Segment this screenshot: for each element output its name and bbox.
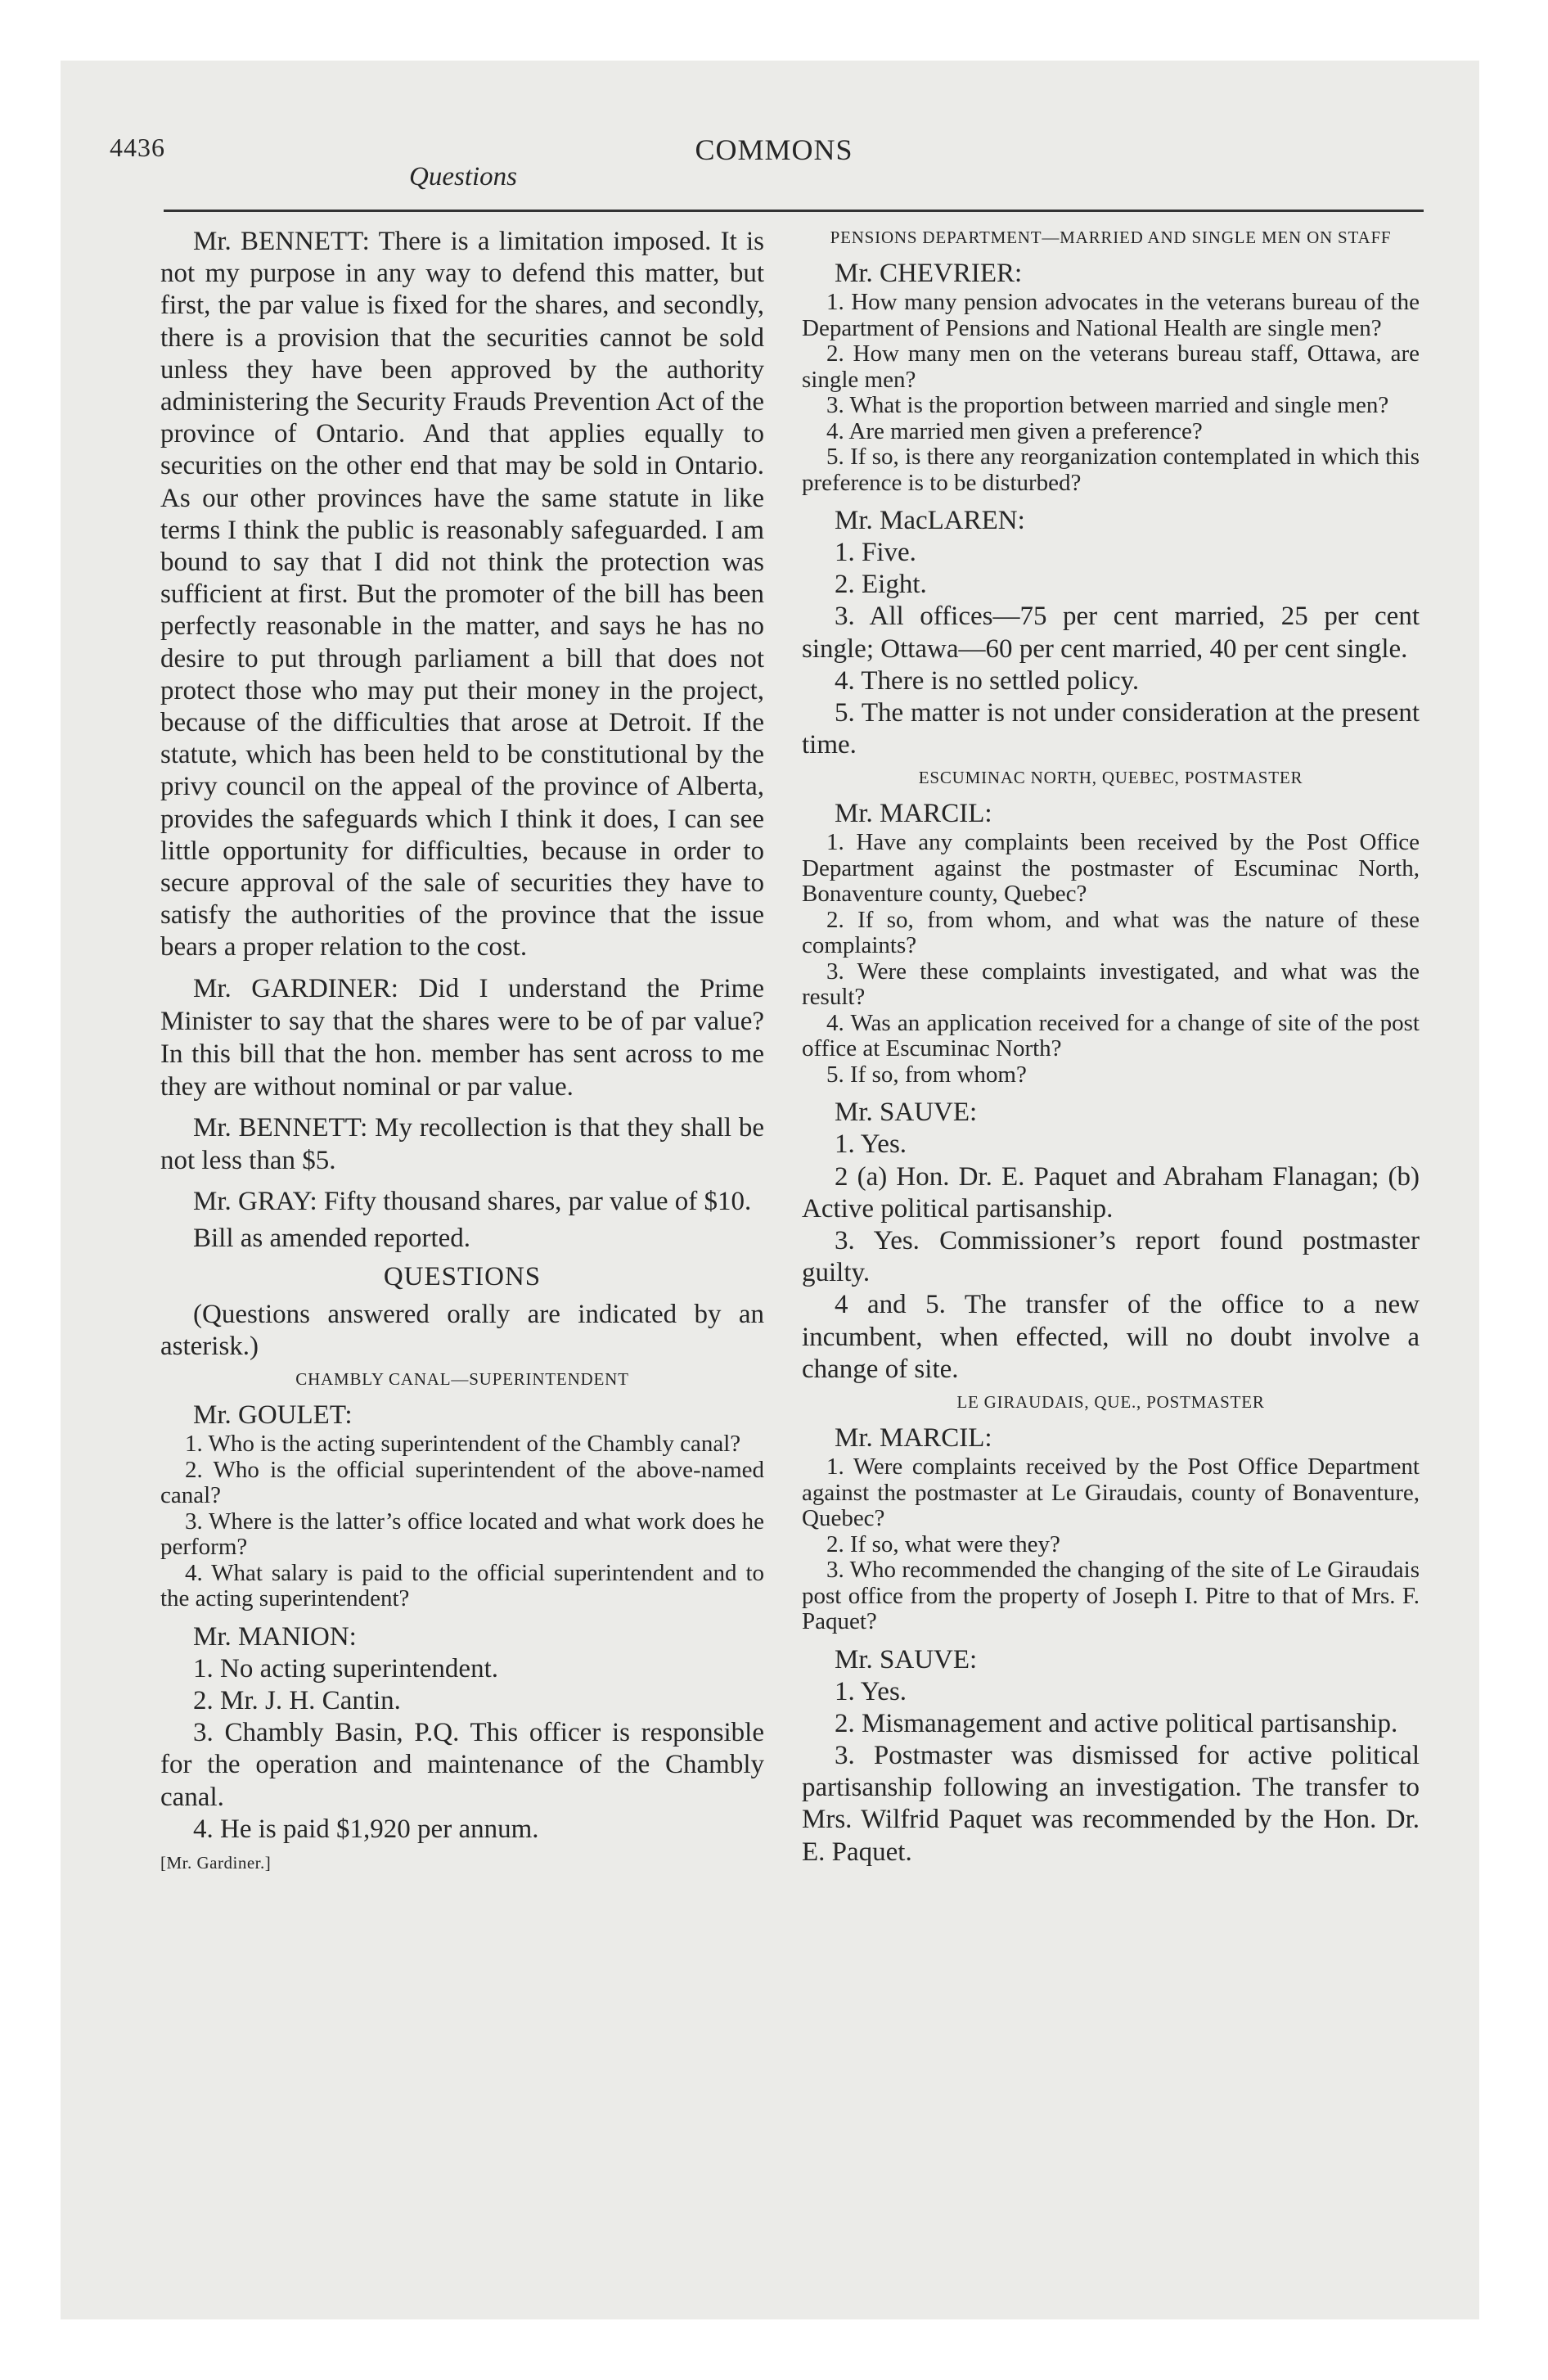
question-item: 3. What is the proportion between married and single men? [826,392,1389,418]
header-rule [164,210,1424,212]
section-heading-escuminac: ESCUMINAC NORTH, QUEBEC, POSTMASTER [918,768,1303,788]
answer-item: 4. There is no settled policy. [835,665,1140,696]
question-item: 3. Who recommended the changing of the site of Le Giraudais post office from the property of Joseph I. Pitre to that of Mrs. F. Paquet? [802,1557,1420,1635]
answer-item: 3. Postmaster was dismissed for active political partisanship following an investigation. The transfer to Mrs. Wilfrid Paquet was recommended by the Hon. Dr. E. Paquet. [802,1740,1420,1867]
question-item: 3. Where is the latter’s office located and what work does he perform? [160,1508,764,1561]
speaker-sauve: Mr. SAUVE: [835,1098,978,1128]
question-item: 5. If so, is there any reorganization contemplated in which this preference is to be disturbed? [802,444,1420,496]
question-item: 1. How many pension advocates in the veterans bureau of the Department of Pensions and National Health are single men? [802,289,1420,341]
answer-item: 2. Eight. [835,570,927,600]
question-item: 1. Were complaints received by the Post Office Department against the postmaster at Le Giraudais, county of Bonaventure, Quebec? [802,1454,1420,1532]
question-item: 4. Was an application received for a change of site of the post office at Escuminac North? [802,1009,1420,1062]
speech-gray: Mr. GRAY: Fifty thousand shares, par value of $10. [193,1186,752,1216]
answer-item: 2. Mismanagement and active political partisanship. [835,1708,1398,1738]
answer-item: 2. Mr. J. H. Cantin. [193,1685,401,1715]
speech-bennett-1: Mr. BENNETT: There is a limitation imposed. It is not my purpose in any way to defend this matter, but first, the par value is fixed for the shares, and secondly, there is a provision that the securities cannot be sold unless they have been approved by the authority administering the Security Frauds Prevention Act of the province of Ontario. And that applies equally to securities on the other end that may be sold in Ontario. As our other provinces have the same statute in like terms I think the public is reasonably safeguarded. I am bound to say that I did not think the protection was sufficient at first. But the promoter of the bill has been perfectly reasonable in the matter, and says he has no desire to put through parliament a bill that does not protect those who may put their money in the project, because of the difficulties that arose at Detroit. If the statute, which has been held to be constitutional by the privy council on the appeal of the province of Alberta, provides the safeguards which I think it does, I can see little opportunity for difficulties, because in order to secure approval of the sale of securities they have to satisfy the authorities of the province that the issue bears a proper relation to the cost. [160,227,764,962]
right-column [802,226,1420,1868]
question-item: 2. Who is the official superintendent of the above-named canal? [160,1456,764,1509]
answer-item: 3. All offices—75 per cent married, 25 per cent single; Ottawa—60 per cent married, 40 per cent single. [802,602,1420,664]
question-item: 4. Are married men given a preference? [826,417,1203,444]
answer-item: 4. He is paid $1,920 per annum. [193,1814,539,1844]
questions-heading: QUESTIONS [383,1261,542,1291]
answer-item: 4 and 5. The transfer of the office to a new incumbent, when effected, will no doubt involve a change of site. [802,1290,1420,1384]
section-heading-pensions: PENSIONS DEPARTMENT—MARRIED AND SINGLE MEN ON STAFF [830,228,1392,247]
question-item: 2. If so, what were they? [826,1530,1060,1557]
answer-item: 3. Chambly Basin, P.Q. This officer is responsible for the operation and maintenance of the Chambly canal. [160,1718,764,1812]
speaker-manion: Mr. MANION: [193,1621,357,1652]
speaker-goulet: Mr. GOULET: [193,1400,353,1431]
answer-item: 1. No acting superintendent. [193,1653,498,1684]
answer-item: 2 (a) Hon. Dr. E. Paquet and Abraham Flanagan; (b) Active political partisanship. [802,1161,1420,1224]
page-title: COMMONS [695,133,853,166]
question-item: 1. Have any complaints been received by the Post Office Department against the postmaster of Escuminac North, Bonaventure county, Quebec? [802,829,1420,908]
section-heading-chambly: CHAMBLY CANAL—SUPERINTENDENT [295,1369,629,1390]
question-item: 5. If so, from whom? [826,1061,1027,1088]
page-subtitle: Questions [409,162,517,192]
answer-item: 3. Yes. Commissioner’s report found postmaster guilty. [802,1226,1420,1288]
answer-item: 1. Yes. [835,1676,907,1706]
speaker-marcil: Mr. MARCIL: [835,1423,992,1454]
question-item: 1. Who is the acting superintendent of the Chambly canal? [185,1431,741,1458]
answer-item: 1. Five. [835,538,916,567]
questions-note: (Questions answered orally are indicated by an asterisk.) [160,1299,764,1362]
section-heading-giraudais: LE GIRAUDAIS, QUE., POSTMASTER [956,1392,1265,1413]
question-item: 4. What salary is paid to the official superintendent and to the acting superintendent? [160,1559,764,1612]
left-column [160,226,764,1875]
question-item: 2. If so, from whom, and what was the nature of these complaints? [802,906,1420,959]
speaker-maclaren: Mr. MacLAREN: [835,506,1025,535]
speaker-sauve: Mr. SAUVE: [835,1644,978,1675]
bill-reported: Bill as amended reported. [193,1223,471,1253]
page-number: 4436 [110,133,165,162]
question-item: 2. How many men on the veterans bureau staff, Ottawa, are single men? [802,340,1420,393]
speaker-chevrier: Mr. CHEVRIER: [835,259,1023,288]
footer-note: [Mr. Gardiner.] [160,1853,272,1873]
speaker-marcil: Mr. MARCIL: [835,799,992,829]
question-item: 3. Were these complaints investigated, and what was the result? [802,958,1420,1011]
answer-item: 5. The matter is not under consideration at the present time. [802,698,1420,760]
speech-bennett-2: Mr. BENNETT: My recollection is that they shall be not less than $5. [160,1112,764,1175]
answer-item: 1. Yes. [835,1129,907,1160]
speech-gardiner: Mr. GARDINER: Did I understand the Prime Minister to say that the shares were to be of par value? In this bill that the hon. member has sent across to me they are without nominal or par value. [160,973,764,1102]
